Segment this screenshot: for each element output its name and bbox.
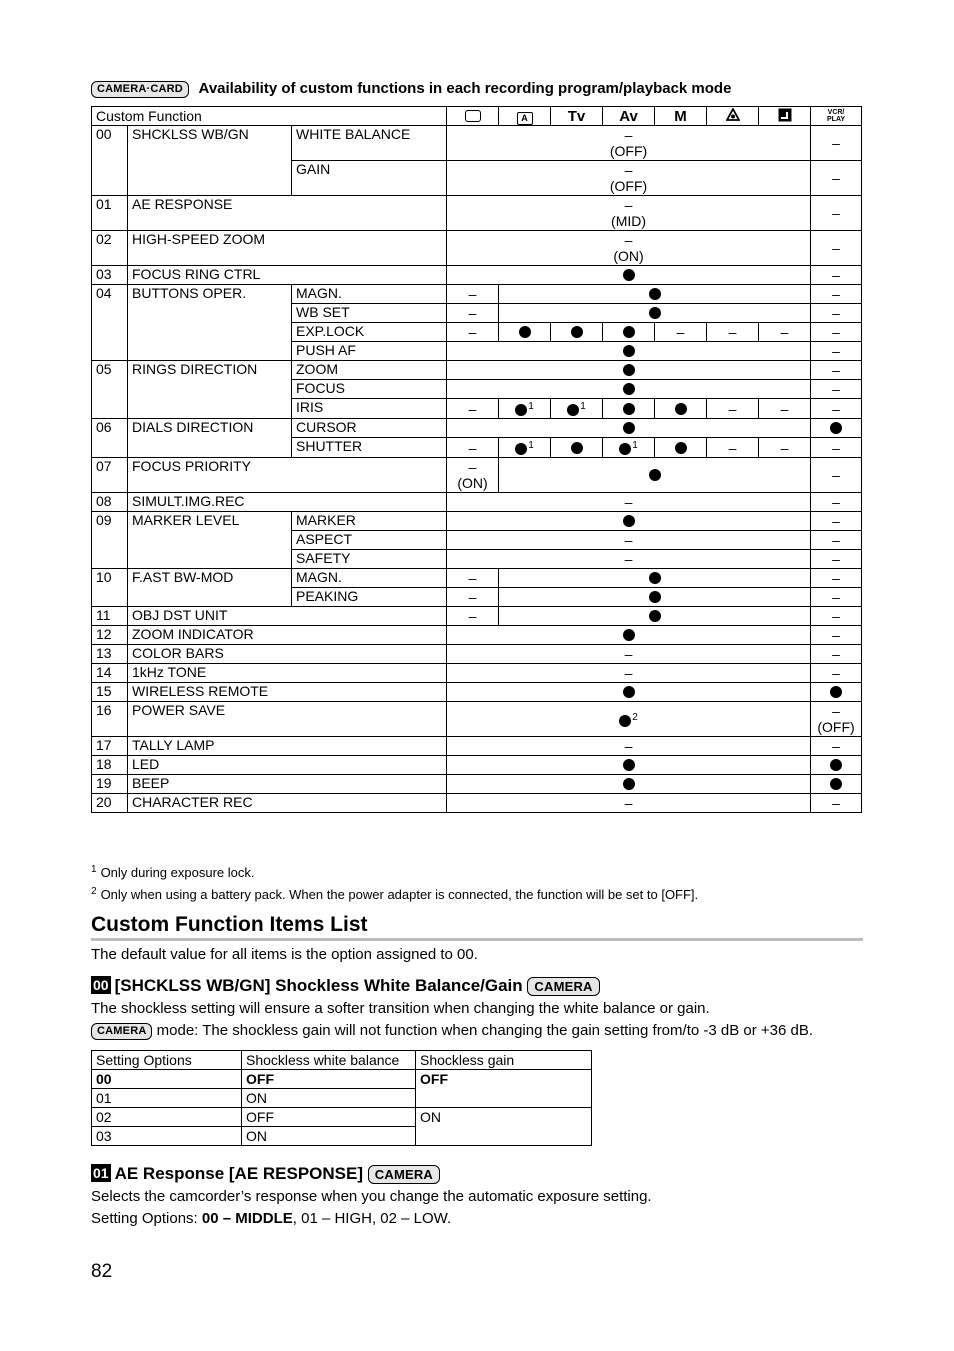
cell-value: – — [759, 399, 811, 419]
cell-value: – — [811, 550, 862, 569]
cell-value: – — [447, 438, 499, 458]
row-number: 06 — [92, 419, 128, 458]
table-row — [92, 626, 862, 645]
row-number: 10 — [92, 569, 128, 607]
available-dot — [499, 458, 811, 493]
gain-cell: OFF — [416, 1070, 592, 1108]
column-header: Shockless gain — [416, 1051, 592, 1070]
cell-value: – — [811, 794, 862, 813]
wb-cell: ON — [242, 1127, 416, 1146]
available-dot — [447, 775, 811, 794]
row-name: DIALS DIRECTION — [128, 419, 292, 458]
row-name: RINGS DIRECTION — [128, 361, 292, 419]
cell-value: – — [447, 664, 811, 683]
cell-value: – (OFF) — [447, 126, 811, 161]
available-dot — [447, 683, 811, 702]
item-heading-text: [SHCKLSS WB/GN] Shockless White Balance/Gain — [114, 976, 523, 995]
availability-table — [91, 106, 862, 813]
cell-value: – — [811, 304, 862, 323]
sub-name: GAIN — [292, 161, 447, 196]
available-dot — [499, 323, 551, 342]
sub-name: EXP.LOCK — [292, 323, 447, 342]
cell-value: – — [447, 304, 499, 323]
item-01-heading — [91, 1164, 440, 1184]
sub-name: FOCUS — [292, 380, 447, 399]
cell-value: – — [811, 645, 862, 664]
option-cell: 01 — [92, 1089, 242, 1108]
available-dot — [447, 342, 811, 361]
vcr-play-icon: VCR/ PLAY — [811, 107, 862, 126]
section-title: Custom Function Items List — [91, 912, 863, 941]
row-number: 05 — [92, 361, 128, 419]
cell-value: – — [447, 493, 811, 512]
av-icon: Av — [603, 107, 655, 126]
row-number: 14 — [92, 664, 128, 683]
custom-function-header: Custom Function — [92, 107, 447, 126]
table-row — [92, 419, 862, 438]
column-header: Setting Options — [92, 1051, 242, 1070]
cell-value: – (OFF) — [447, 161, 811, 196]
shockless-table — [91, 1050, 592, 1146]
available-dot — [811, 756, 862, 775]
table-row — [92, 775, 862, 794]
available-dot — [811, 775, 862, 794]
item-number-badge: 00 — [93, 977, 109, 993]
cell-value: – — [447, 607, 499, 626]
row-name: FOCUS RING CTRL — [128, 266, 447, 285]
sub-name: PEAKING — [292, 588, 447, 607]
options-rest: , 01 – HIGH, 02 – LOW. — [292, 1210, 452, 1227]
cell-value: – — [811, 380, 862, 399]
table-row — [92, 126, 862, 161]
footnotes — [91, 860, 698, 904]
available-dot — [603, 323, 655, 342]
sub-name: MARKER — [292, 512, 447, 531]
table-row — [92, 756, 862, 775]
default-text: The default value for all items is the option assigned to 00. — [91, 946, 478, 963]
cell-value: – — [811, 285, 862, 304]
row-number: 04 — [92, 285, 128, 361]
cell-value: – — [811, 323, 862, 342]
cell-value: – — [447, 737, 811, 756]
row-number: 02 — [92, 231, 128, 266]
row-number: 20 — [92, 794, 128, 813]
table-row — [92, 493, 862, 512]
row-number: 01 — [92, 196, 128, 231]
available-dot — [499, 285, 811, 304]
table-row — [92, 664, 862, 683]
item-01-description: Selects the camcorder’s response when you change the automatic exposure setting. — [91, 1188, 652, 1205]
row-number: 16 — [92, 702, 128, 737]
easy-a-icon: A — [499, 107, 551, 126]
cell-value: – (ON) — [447, 458, 499, 493]
available-dot — [447, 512, 811, 531]
sub-name: WHITE BALANCE — [292, 126, 447, 161]
row-name: CHARACTER REC — [128, 794, 447, 813]
row-name: LED — [128, 756, 447, 775]
row-name: WIRELESS REMOTE — [128, 683, 447, 702]
row-name: F.AST BW-MOD — [128, 569, 292, 607]
cell-value: – (OFF) — [811, 702, 862, 737]
cell-value: – — [811, 342, 862, 361]
cell-value: – — [447, 285, 499, 304]
cell-value: – — [707, 438, 759, 458]
cell-value: – — [447, 645, 811, 664]
cell-value: – (MID) — [447, 196, 811, 231]
cell-value: – — [447, 531, 811, 550]
table-row — [92, 361, 862, 380]
table-row — [92, 794, 862, 813]
available-dot — [499, 304, 811, 323]
row-name: ZOOM INDICATOR — [128, 626, 447, 645]
camera-card-badge: CAMERA·CARD — [91, 81, 189, 98]
available-dot — [551, 438, 603, 458]
sub-name: ASPECT — [292, 531, 447, 550]
cell-value: – — [707, 323, 759, 342]
table-row — [92, 645, 862, 664]
table-row — [92, 512, 862, 531]
sub-name: MAGN. — [292, 569, 447, 588]
availability-heading — [91, 80, 731, 98]
available-dot: 1 — [499, 399, 551, 419]
row-number: 03 — [92, 266, 128, 285]
cell-value: – — [447, 550, 811, 569]
table-row — [92, 1070, 592, 1089]
option-cell: 02 — [92, 1108, 242, 1127]
row-name: COLOR BARS — [128, 645, 447, 664]
item-number-badge: 01 — [93, 1165, 109, 1181]
table-row — [92, 196, 862, 231]
camera-badge: CAMERA — [368, 1165, 440, 1184]
wb-cell: OFF — [242, 1070, 416, 1089]
sub-name: PUSH AF — [292, 342, 447, 361]
available-dot — [655, 438, 707, 458]
row-name: BEEP — [128, 775, 447, 794]
sub-name: CURSOR — [292, 419, 447, 438]
table-row — [92, 1108, 592, 1127]
table-header-row — [92, 107, 862, 126]
cell-value: – — [811, 266, 862, 285]
option-cell: 00 — [92, 1070, 242, 1089]
row-name: SIMULT.IMG.REC — [128, 493, 447, 512]
cell-value: – — [811, 161, 862, 196]
cell-value: – — [447, 569, 499, 588]
spotlight-icon — [707, 107, 759, 126]
available-dot: 1 — [499, 438, 551, 458]
available-dot — [447, 361, 811, 380]
option-cell: 03 — [92, 1127, 242, 1146]
manual-icon: M — [655, 107, 707, 126]
row-number: 11 — [92, 607, 128, 626]
available-dot — [499, 588, 811, 607]
row-number: 00 — [92, 126, 128, 196]
cell-value: – — [655, 323, 707, 342]
row-name: BUTTONS OPER. — [128, 285, 292, 361]
cell-value: – — [447, 399, 499, 419]
night-icon — [759, 107, 811, 126]
row-name: AE RESPONSE — [128, 196, 447, 231]
row-number: 08 — [92, 493, 128, 512]
available-dot — [551, 323, 603, 342]
cell-value: – — [811, 126, 862, 161]
cell-value: – (ON) — [447, 231, 811, 266]
cell-value: – — [811, 399, 862, 419]
row-number: 19 — [92, 775, 128, 794]
wb-cell: ON — [242, 1089, 416, 1108]
footnote-2: $^2$ Only when using a battery pack. When the power adapter is connected, the function will be set to [OFF]. — [91, 886, 699, 902]
available-dot — [655, 399, 707, 419]
available-dot: 1 — [551, 399, 603, 419]
camera-badge: CAMERA — [91, 1023, 152, 1040]
row-name: MARKER LEVEL — [128, 512, 292, 569]
cell-value: – — [811, 531, 862, 550]
row-name: TALLY LAMP — [128, 737, 447, 756]
sub-name: IRIS — [292, 399, 447, 419]
sub-name: WB SET — [292, 304, 447, 323]
row-name: POWER SAVE — [128, 702, 447, 737]
table-row — [92, 266, 862, 285]
available-dot — [499, 569, 811, 588]
available-dot: 1 — [603, 438, 655, 458]
table-header-row — [92, 1051, 592, 1070]
cell-value: – — [759, 323, 811, 342]
cell-value: – — [811, 493, 862, 512]
sub-name: ZOOM — [292, 361, 447, 380]
cell-value: – — [759, 438, 811, 458]
cell-value: – — [447, 323, 499, 342]
cell-value: – — [811, 607, 862, 626]
row-number: 12 — [92, 626, 128, 645]
row-number: 09 — [92, 512, 128, 569]
cell-value: – — [447, 588, 499, 607]
available-dot — [499, 607, 811, 626]
table-row — [92, 569, 862, 588]
row-number: 18 — [92, 756, 128, 775]
available-dot — [447, 626, 811, 645]
available-dot — [811, 683, 862, 702]
table-row — [92, 702, 862, 737]
row-number: 17 — [92, 737, 128, 756]
cell-value: – — [811, 512, 862, 531]
available-dot — [447, 419, 811, 438]
options-prefix: Setting Options: — [91, 1210, 202, 1227]
cell-value: – — [811, 626, 862, 645]
row-number: 13 — [92, 645, 128, 664]
row-number: 07 — [92, 458, 128, 493]
cell-value: – — [707, 399, 759, 419]
availability-title: Availability of custom functions in each recording program/playback mode — [198, 80, 732, 97]
options-default: 00 – MIDDLE — [201, 1210, 293, 1227]
available-dot — [603, 399, 655, 419]
row-number: 15 — [92, 683, 128, 702]
auto-icon — [447, 107, 499, 126]
table-row — [92, 458, 862, 493]
item-00-description: The shockless setting will ensure a softer transition when changing the white balance or gain. — [91, 1000, 710, 1017]
column-header: Shockless white balance — [242, 1051, 416, 1070]
available-dot — [447, 756, 811, 775]
note-text: mode: The shockless gain will not function when changing the gain setting from/to -3 dB or +36 dB. — [156, 1022, 814, 1039]
cell-value: – — [447, 794, 811, 813]
table-row — [92, 683, 862, 702]
row-name: HIGH-SPEED ZOOM — [128, 231, 447, 266]
item-00-heading — [91, 976, 600, 996]
sub-name: SHUTTER — [292, 438, 447, 458]
table-row — [92, 737, 862, 756]
cell-value: – — [811, 569, 862, 588]
cell-value: – — [811, 458, 862, 493]
cell-value: – — [811, 361, 862, 380]
gain-cell: ON — [416, 1108, 592, 1146]
table-row — [92, 285, 862, 304]
available-dot: 2 — [447, 702, 811, 737]
footnote-1: $^1$ Only during exposure lock. — [91, 864, 255, 880]
row-name: SHCKLSS WB/GN — [128, 126, 292, 196]
cell-value: – — [811, 231, 862, 266]
tv-icon: Tv — [551, 107, 603, 126]
cell-value: – — [811, 737, 862, 756]
available-dot — [447, 266, 811, 285]
cell-value: – — [811, 438, 862, 458]
row-name: 1kHz TONE — [128, 664, 447, 683]
wb-cell: OFF — [242, 1108, 416, 1127]
sub-name: SAFETY — [292, 550, 447, 569]
available-dot — [447, 380, 811, 399]
item-heading-text: AE Response [AE RESPONSE] — [114, 1164, 364, 1183]
cell-value: – — [811, 588, 862, 607]
sub-name: MAGN. — [292, 285, 447, 304]
item-00-note — [91, 1022, 813, 1040]
table-row — [92, 607, 862, 626]
cell-value: – — [811, 664, 862, 683]
item-01-options — [91, 1210, 451, 1227]
camera-badge: CAMERA — [527, 977, 599, 996]
cell-value: – — [811, 196, 862, 231]
table-row — [92, 231, 862, 266]
available-dot — [811, 419, 862, 438]
page-number: 82 — [91, 1261, 113, 1282]
row-name: FOCUS PRIORITY — [128, 458, 447, 493]
row-name: OBJ DST UNIT — [128, 607, 447, 626]
